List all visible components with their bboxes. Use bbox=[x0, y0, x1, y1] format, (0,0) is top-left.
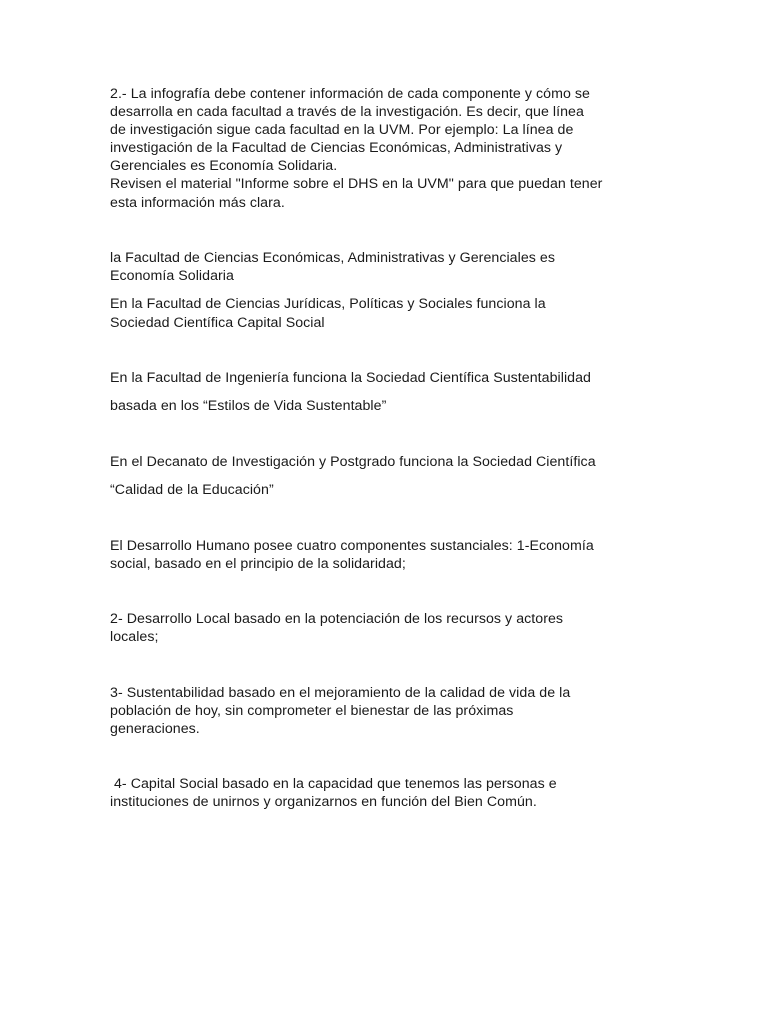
component-2-line: 2- Desarrollo Local basado en la potenciación de los recursos y actores bbox=[110, 611, 564, 627]
deanery-research-line: En el Decanato de Investigación y Postgrado funciona la Sociedad Científica bbox=[110, 454, 596, 470]
faculty-economics-line: Economía Solidaria bbox=[110, 268, 234, 284]
faculty-economics-line: la Facultad de Ciencias Económicas, Administrativas y Gerenciales es bbox=[110, 250, 555, 266]
faculty-law-line: Sociedad Científica Capital Social bbox=[110, 315, 325, 331]
deanery-research-line: “Calidad de la Educación” bbox=[110, 482, 274, 498]
component-1-line: social, basado en el principio de la solidaridad; bbox=[110, 556, 406, 572]
component-4-line: instituciones de unirnos y organizarnos en función del Bien Común. bbox=[110, 794, 537, 810]
component-4-line: 4- Capital Social basado en la capacidad que tenemos las personas e bbox=[110, 776, 557, 792]
component-3-line: generaciones. bbox=[110, 721, 200, 737]
component-2-line: locales; bbox=[110, 629, 159, 645]
intro-line: Gerenciales es Economía Solidaria. bbox=[110, 158, 338, 174]
component-3-line: 3- Sustentabilidad basado en el mejoramiento de la calidad de vida de la bbox=[110, 685, 571, 701]
component-3-line: población de hoy, sin comprometer el bienestar de las próximas bbox=[110, 703, 514, 719]
intro-line: 2.- La infografía debe contener información de cada componente y cómo se bbox=[110, 86, 590, 102]
faculty-engineering-line: basada en los “Estilos de Vida Sustentable” bbox=[110, 398, 387, 414]
intro-line: investigación de la Facultad de Ciencias Económicas, Administrativas y bbox=[110, 140, 563, 156]
intro-line: desarrolla en cada facultad a través de la investigación. Es decir, que línea bbox=[110, 104, 584, 120]
faculty-law-line: En la Facultad de Ciencias Jurídicas, Políticas y Sociales funciona la bbox=[110, 296, 546, 312]
intro-line: Revisen el material "Informe sobre el DHS en la UVM" para que puedan tener bbox=[110, 176, 603, 192]
intro-line: de investigación sigue cada facultad en la UVM. Por ejemplo: La línea de bbox=[110, 122, 574, 138]
faculty-engineering-line: En la Facultad de Ingeniería funciona la Sociedad Científica Sustentabilidad bbox=[110, 370, 591, 386]
component-1-line: El Desarrollo Humano posee cuatro componentes sustanciales: 1-Economía bbox=[110, 538, 594, 554]
intro-line: esta información más clara. bbox=[110, 195, 285, 211]
